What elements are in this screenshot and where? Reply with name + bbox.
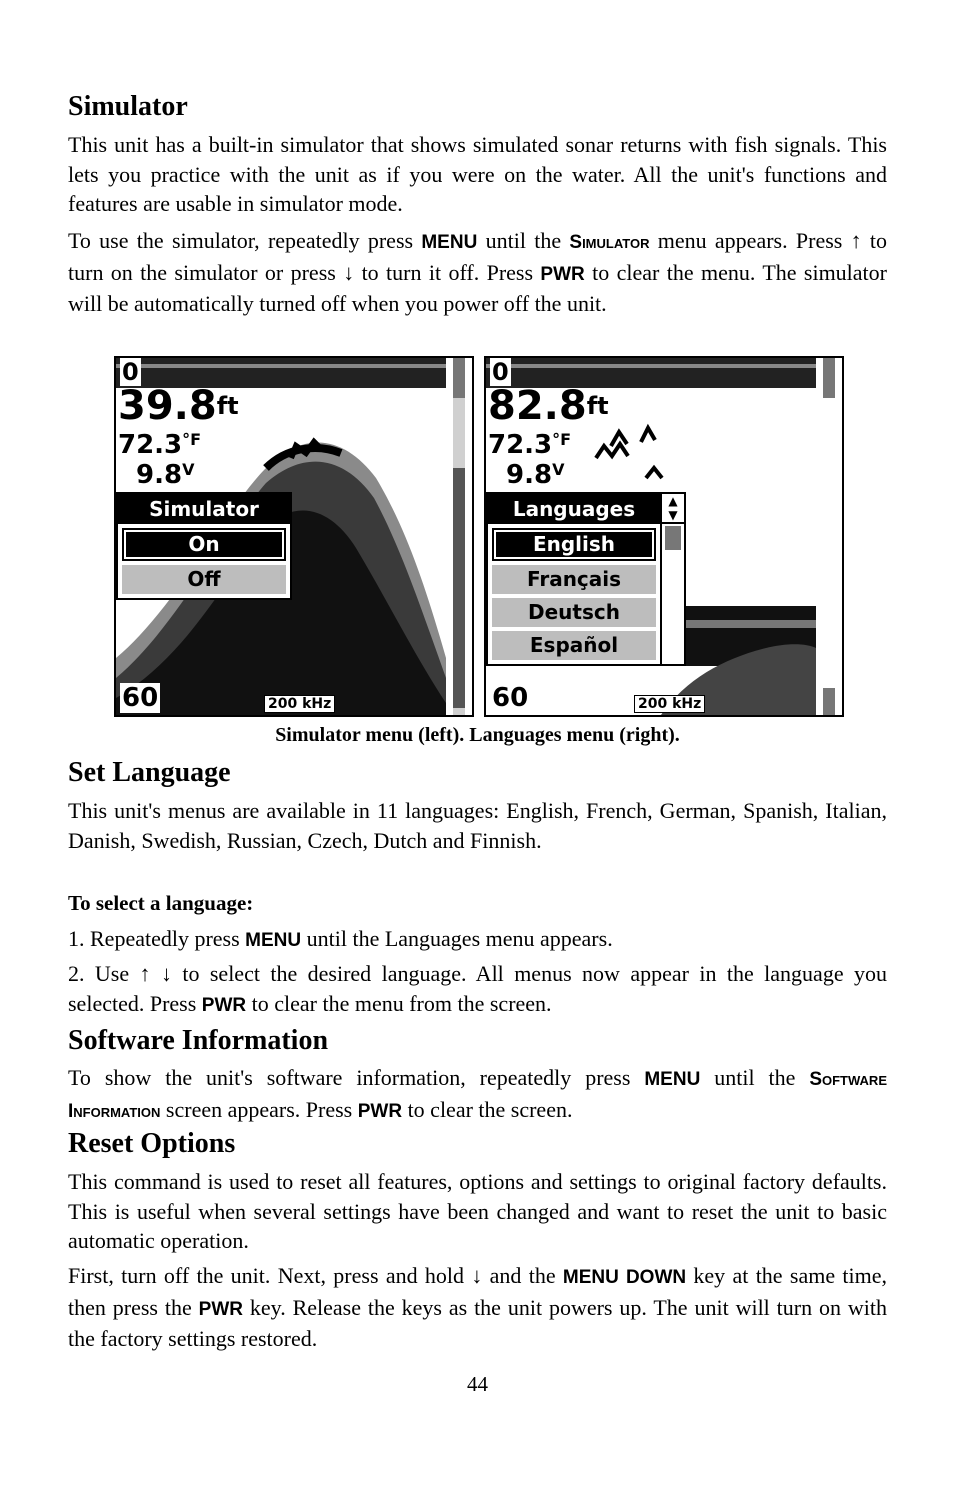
simulator-paragraph-1: This unit has a built-in simulator that shows simulated sonar returns with fish signals. This lets you practice with the unit as if you were on the water. All the unit's functions and features are usable in simulator mode. [68,132,887,216]
languages-menu-title: Languages [488,494,660,524]
voltage-unit: V [552,460,565,479]
scroll-up-arrow-icon[interactable]: ▲ [668,494,678,508]
select-language-subheading: To select a language: [68,891,254,915]
pwr-key: PWR [198,1298,243,1320]
simulator-paragraph-2 [68,226,887,319]
depth-unit: ft [216,392,239,420]
text: key. Release the keys as the unit powers up. The unit will turn on with the factory settings restored. [68,1294,888,1351]
frequency-label: 200 kHz [634,695,705,713]
language-option-english[interactable]: English [492,528,656,561]
text: to clear the menu. The simulator will be automatically turned off when you power off the unit. [68,259,887,316]
temperature-unit: °F [182,430,202,449]
depth-unit: ft [586,392,609,420]
simulator-menu-title: Simulator [118,494,290,524]
voltage-value: 9.8 [506,460,553,490]
voltage-readout [506,460,564,490]
text: First, turn off the unit. Next, press and hold ↓ and the [68,1263,563,1288]
set-language-paragraph: This unit's menus are available in 11 languages: English, French, German, Spanish, Italian, Danish, Swedish, Russian, Czech, Dutch and Finnish. [68,798,887,853]
figure-caption: Simulator menu (left). Languages menu (right). [275,724,680,746]
simulator-menu-name: Simulator [569,232,650,253]
page-number: 44 [467,1372,488,1396]
pwr-key: PWR [357,1100,403,1122]
bottom-depth: 60 [122,683,159,713]
language-option-espanol[interactable]: Español [492,631,656,660]
text: key at the same time, then press the [68,1263,887,1320]
reset-paragraph-2 [68,1261,887,1354]
software-information-screen-name: Software Information [68,1069,887,1122]
scroll-down-arrow-icon[interactable]: ▼ [662,508,684,524]
temperature-value: 72.3 [118,430,183,460]
pwr-key: PWR [201,994,247,1016]
scroll-thumb[interactable] [665,526,681,550]
text: until the [477,228,570,253]
top-depth: 0 [122,358,139,386]
temperature-readout [488,430,571,460]
software-information-paragraph [68,1063,887,1126]
simulator-menu [116,492,292,600]
temperature-unit: °F [552,430,572,449]
depth-readout [118,384,239,428]
temperature-value: 72.3 [488,430,553,460]
simulator-option-on[interactable]: On [122,528,286,561]
step-2 [68,959,887,1020]
voltage-readout [136,460,194,490]
text: 1. Repeatedly press [68,926,246,951]
menu-down-key: MENU DOWN [562,1267,687,1288]
step-1 [68,924,887,956]
text: menu appears. Press ↑ to turn on the simulator or press ↓ to turn it off. Press [68,228,888,285]
voltage-value: 9.8 [136,460,183,490]
text: screen appears. Press [160,1096,358,1122]
depth-value: 39.8 [118,383,217,429]
text: To use the simulator, repeatedly press [68,228,422,253]
temperature-readout [118,430,201,460]
text: until the [700,1065,810,1090]
pwr-key: PWR [540,263,585,285]
menu-key: MENU [421,232,478,253]
language-option-deutsch[interactable]: Deutsch [492,598,656,627]
simulator-screen [114,356,474,717]
frequency-label: 200 kHz [264,695,335,713]
menu-key: MENU [245,930,302,951]
text: 2. Use ↑ ↓ to select the desired language. All menus now appear in the language you selected. Press [68,961,887,1016]
set-language-heading: Set Language [68,757,231,788]
depth-readout [488,384,609,428]
text: To show the unit's software information, repeatedly press [68,1065,645,1090]
languages-menu [486,492,686,666]
reset-options-heading: Reset Options [68,1128,236,1159]
reset-paragraph-1: This command is used to reset all features, options and settings to original factory defaults. This is useful when several settings have been changed and want to reset the unit to basic automatic operation. [68,1169,887,1253]
language-option-francais[interactable]: Français [492,565,656,594]
languages-scrollbar[interactable] [660,494,684,664]
menu-key: MENU [644,1069,701,1090]
top-depth: 0 [492,358,509,386]
text: to clear the menu from the screen. [246,990,552,1016]
simulator-heading: Simulator [68,91,188,122]
software-information-heading: Software Information [68,1025,329,1056]
languages-screen [484,356,844,717]
voltage-unit: V [182,460,195,479]
bottom-depth: 60 [492,683,529,713]
simulator-option-off[interactable]: Off [122,565,286,594]
text: until the Languages menu appears. [301,926,613,951]
depth-value: 82.8 [488,383,587,429]
text: to clear the screen. [402,1096,573,1122]
